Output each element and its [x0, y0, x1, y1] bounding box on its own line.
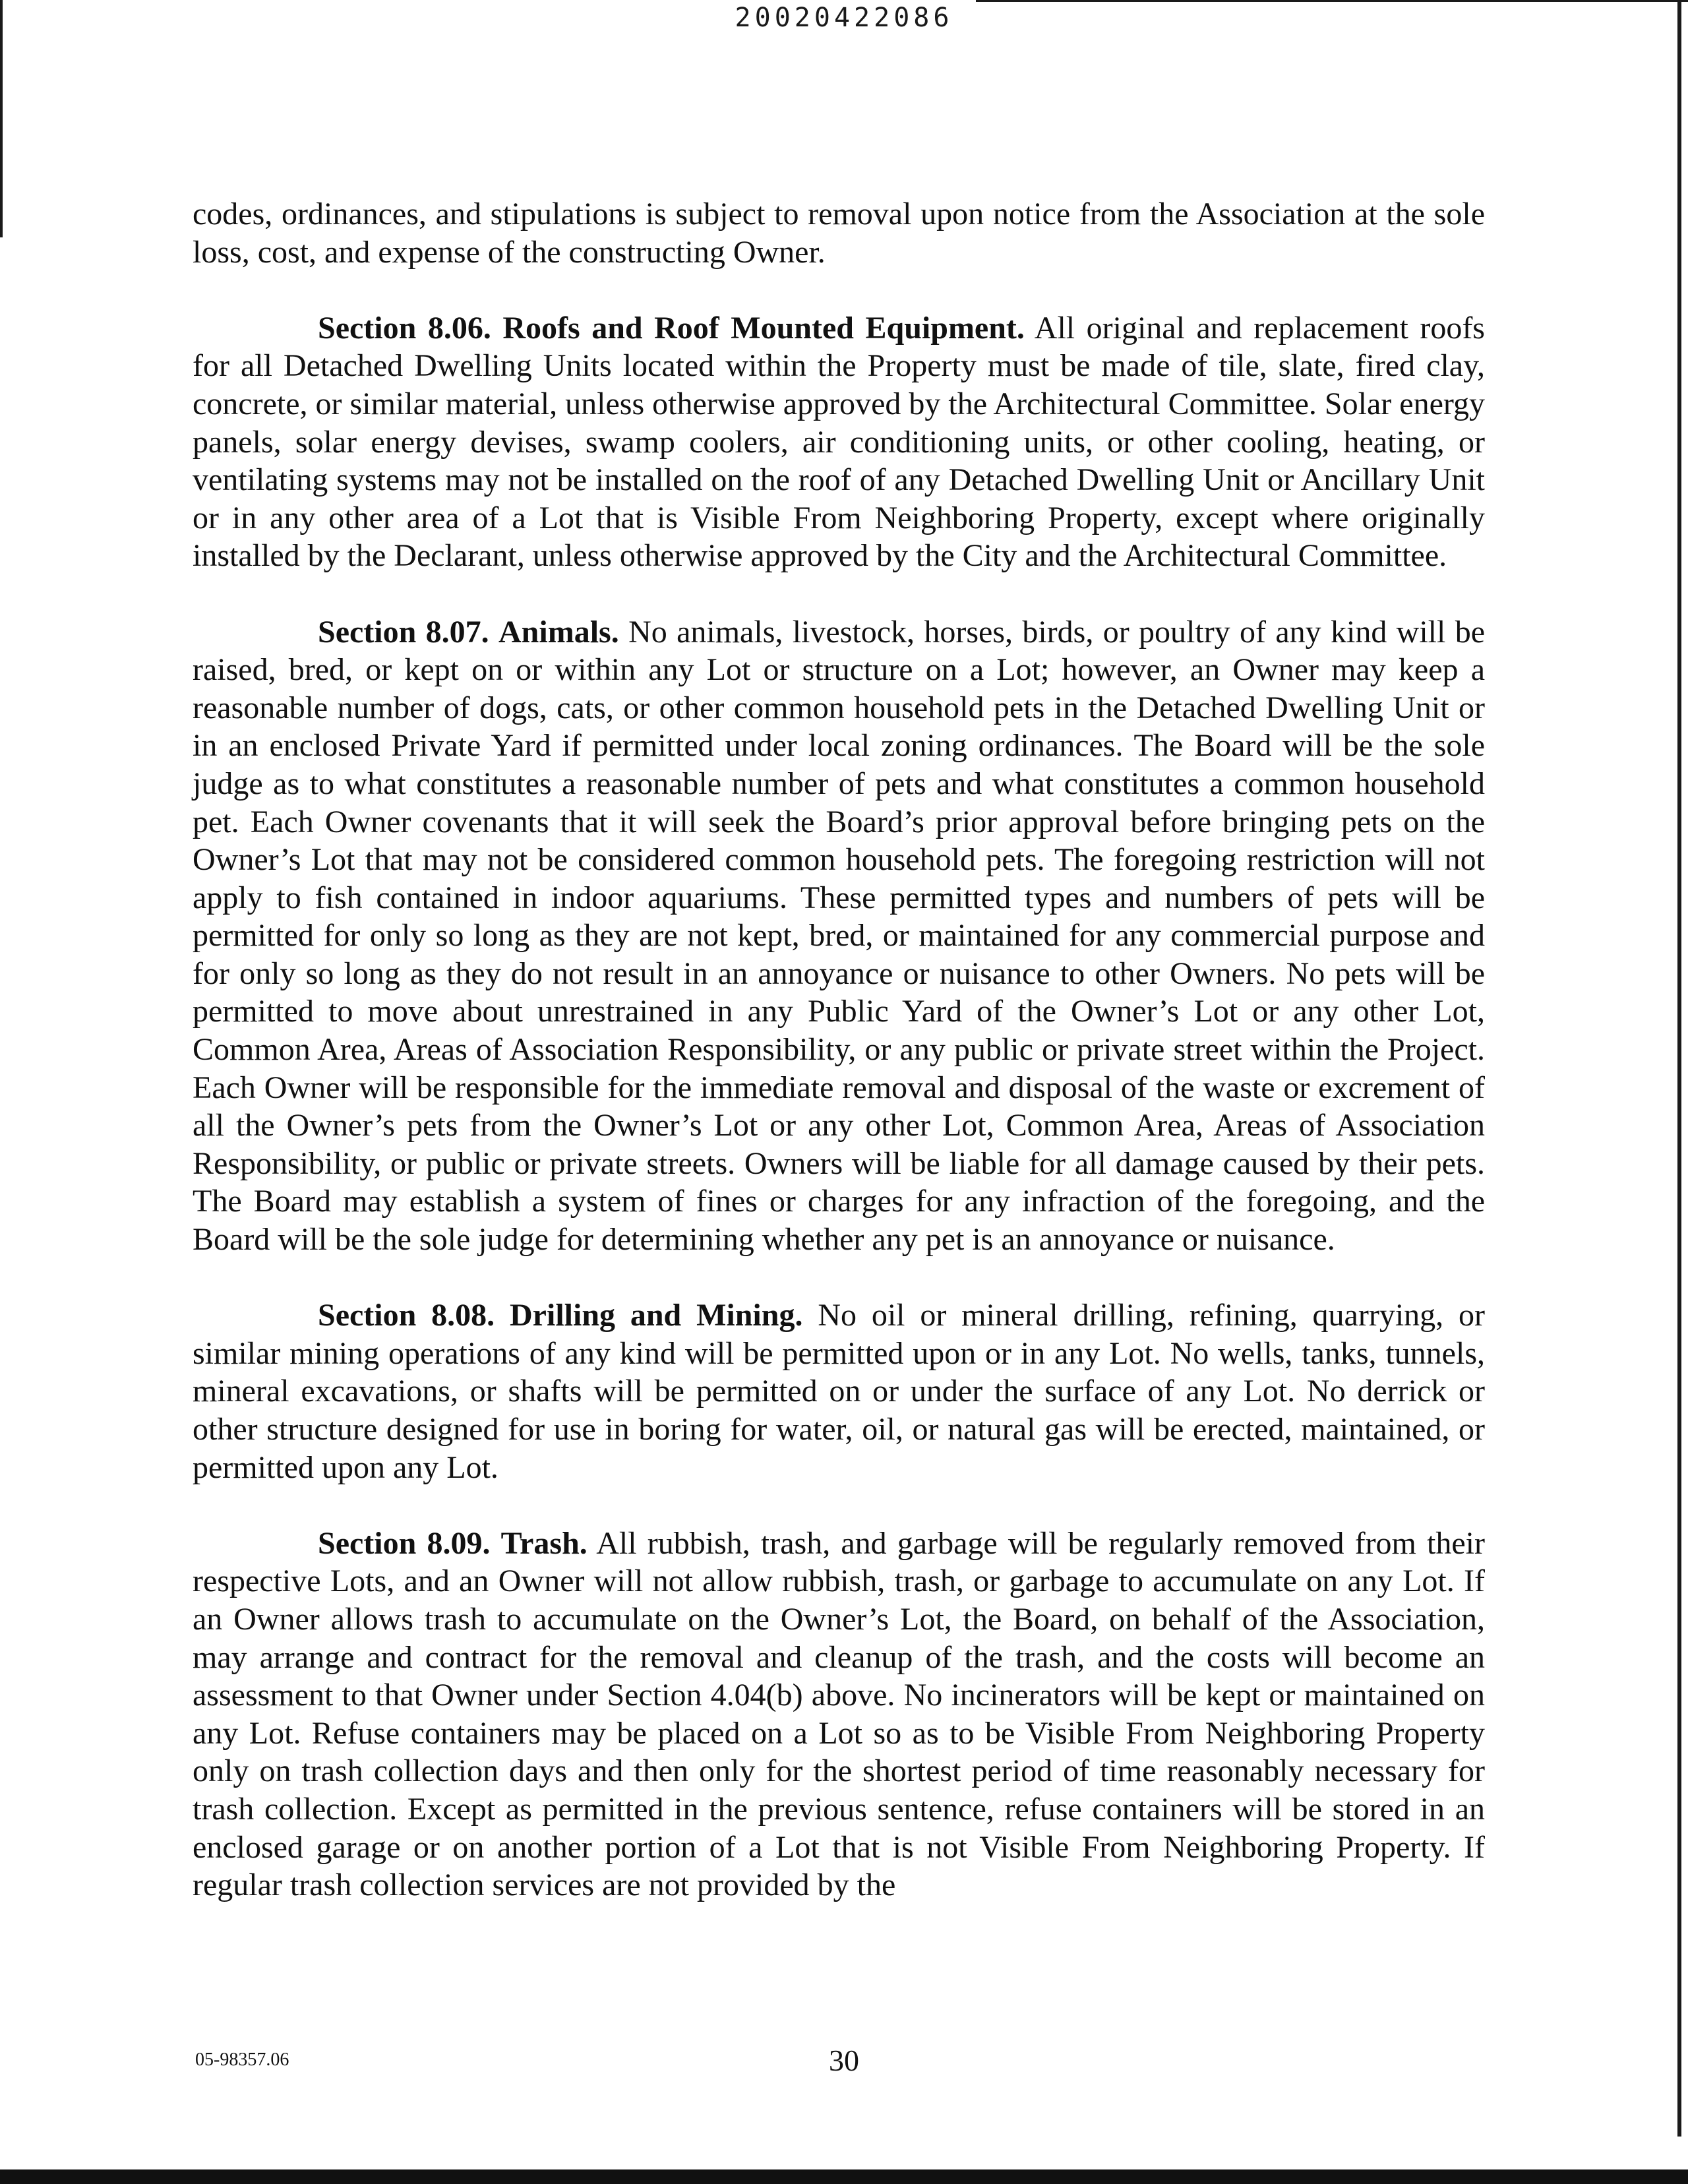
section-8-08 — [193, 1296, 1485, 1486]
recording-number: 20020422086 — [735, 3, 953, 33]
footer-document-id: 05-98357.06 — [195, 2049, 289, 2070]
scan-edge-left — [0, 0, 3, 237]
section-8-09 — [193, 1525, 1485, 1904]
section-8-06-number: Section 8.06. — [318, 310, 491, 346]
section-8-09-number: Section 8.09. — [318, 1525, 491, 1561]
section-8-07 — [193, 613, 1485, 1259]
page-body — [193, 195, 1485, 1942]
section-8-09-title: Trash. — [500, 1525, 588, 1561]
section-8-08-number: Section 8.08. — [318, 1298, 495, 1333]
section-8-08-body: No oil or mineral drilling, refining, quarrying, or similar mining operations of any kind will be permitted upon or in any Lot. No wells, tanks, tunnels, mineral excavations, or shafts will be permitted on or under the surface of any Lot. No derrick or other structure designed for use in boring for water, oil, or natural gas will be erected, maintained, or permitted upon any Lot. — [193, 1298, 1485, 1485]
continuation-paragraph: codes, ordinances, and stipulations is subject to removal upon notice from the Association at the sole loss, cost, and expense of the constructing Owner. — [193, 197, 1485, 270]
section-8-07-body: No animals, livestock, horses, birds, or poultry of any kind will be raised, bred, or kept on or within any Lot or structure on a Lot; however, an Owner may keep a reasonable number of dogs, cats, or other common household pets in the Detached Dwelling Unit or in an enclosed Private Yard if permitted under local zoning ordinances. The Board will be the sole judge as to what constitutes a reasonable number of pets and what constitutes a common household pet. Each Owner covenants that it will seek the Board’s prior approval before bringing pets on the Owner’s Lot that may not be considered common household pets. The foregoing restriction will not apply to fish contained in indoor aquariums. These permitted types and numbers of pets will be permitted for only so long as they are not kept, bred, or maintained for any commercial purpose and for only so long as they do not result in an annoyance or nuisance to other Owners. No pets will be permitted to move about unrestrained in any Public Yard of the Owner’s Lot or any other Lot, Common Area, Areas of Association Responsibility, or any public or private street within the Project. Each Owner will be responsible for the immediate removal and disposal of the waste or excrement of all the Owner’s pets from the Owner’s Lot or any other Lot, Common Area, Areas of Association Responsibility, or public or private streets. Owners will be liable for all damage caused by their pets. The Board may establish a system of fines or charges for any infraction of the foregoing, and the Board will be the sole judge for determining whether any pet is an annoyance or nuisance. — [193, 614, 1485, 1258]
section-8-08-title: Drilling and Mining. — [510, 1298, 803, 1333]
scan-edge-right — [1677, 0, 1681, 2137]
section-8-07-title: Animals. — [498, 614, 619, 650]
section-8-06-title: Roofs and Roof Mounted Equipment. — [502, 310, 1025, 346]
page-number: 30 — [829, 2044, 859, 2077]
scan-edge-bottom — [0, 2169, 1688, 2184]
section-8-06 — [193, 309, 1485, 575]
section-8-07-number: Section 8.07. — [318, 614, 489, 650]
scan-edge-top — [976, 0, 1688, 2]
section-8-09-body: All rubbish, trash, and garbage will be regularly removed from their respective Lots, and an Owner will not allow rubbish, trash, or garbage to accumulate on any Lot. If an Owner allows trash to accumulate on the Owner’s Lot, the Board, on behalf of the Association, may arrange and contract for the removal and cleanup of the trash, and the costs will become an assessment to that Owner under Section 4.04(b) above. No incinerators will be kept or maintained on any Lot. Refuse containers may be placed on a Lot so as to be Visible From Neighboring Property only on trash collection days and then only for the shortest period of time reasonably necessary for trash collection. Except as permitted in the previous sentence, refuse containers will be stored in an enclosed garage or on another portion of a Lot that is not Visible From Neighboring Property. If regular trash collection services are not provided by the — [193, 1525, 1485, 1903]
section-8-06-body: All original and replacement roofs for all Detached Dwelling Units located within the Property must be made of tile, slate, fired clay, concrete, or similar material, unless otherwise approved by the Architectural Committee. Solar energy panels, solar energy devises, swamp coolers, air conditioning units, or other cooling, heating, or ventilating systems may not be installed on the roof of any Detached Dwelling Unit or Ancillary Unit or in any other area of a Lot that is Visible From Neighboring Property, except where originally installed by the Declarant, unless otherwise approved by the City and the Architectural Committee. — [193, 310, 1485, 574]
